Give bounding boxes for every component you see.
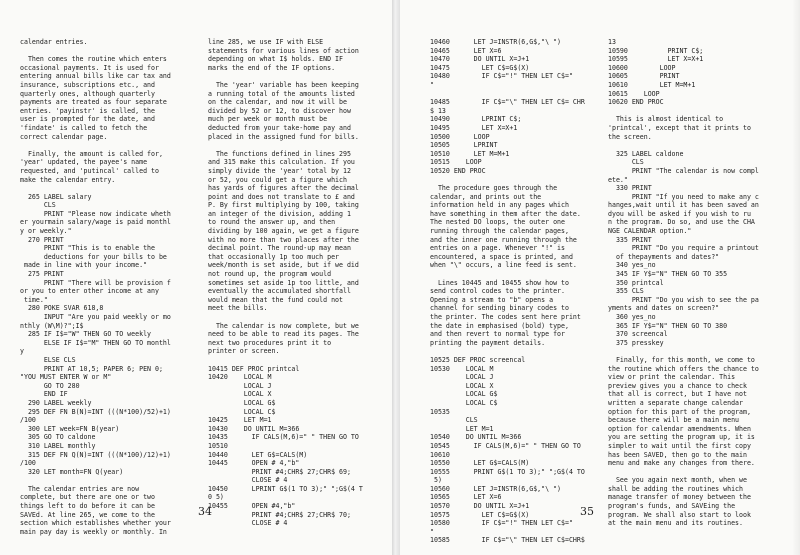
text-line	[208, 141, 386, 150]
text-line: 10515 LOOP	[430, 158, 482, 167]
text-line: line 285, we use IF with ELSE	[208, 38, 324, 46]
text-line: This is almost identical to	[608, 115, 724, 124]
text-line: program. We shall also start to look	[608, 510, 751, 519]
text-line: requested, and 'putincal' called to	[20, 166, 159, 175]
text-line: PRINT AT 10,5; PAPER 6; PEN 0;	[20, 364, 163, 373]
text-line: LET M=1	[430, 424, 494, 433]
text-line: 10585 IF C$="\" THEN LET C$=CHR$	[430, 536, 585, 545]
text-line: n the program. Do so, and use the CHA	[608, 218, 755, 227]
text-line: 10485 IF C$="\" THEN LET C$= CHR	[430, 98, 585, 107]
text-line: Lines 10445 and 10455 show how to	[430, 278, 569, 287]
text-line: 285 IF I$="W" THEN GO TO weekly	[20, 330, 152, 339]
text-line: a running total of the amounts listed	[208, 89, 355, 98]
text-line: preview gives you a chance to check	[608, 381, 747, 390]
text-line: LOCAL G$	[208, 398, 276, 407]
text-line: printer or screen.	[208, 347, 280, 356]
text-line: 10590 PRINT C$;	[608, 46, 704, 55]
text-line: GO TO 280	[20, 381, 80, 390]
text-line: The functions defined in lines 295	[208, 149, 351, 158]
text-line	[20, 141, 202, 150]
text-line: sometimes set aside 1p too little, and	[208, 278, 359, 287]
text-line: 10580 IF C$="!" THEN LET C$="	[430, 519, 573, 528]
text-line: need to be able to read its pages. The	[208, 330, 359, 339]
text-line: The calendar is now complete, but we	[208, 321, 359, 330]
text-line: or you to enter other income at any	[20, 287, 159, 296]
text-line: deducted from your take-home pay and	[208, 123, 351, 132]
text-line: 10490 LPRINT C$;	[430, 115, 522, 124]
text-line: depending on what I$ holds. END IF	[208, 55, 343, 64]
text-line: information held in any pages which	[430, 201, 569, 210]
text-line: CLS	[608, 158, 644, 167]
text-line: that occasionally 1p too much per	[208, 252, 340, 261]
text-line: The 'year' variable has been keeping	[208, 80, 359, 89]
text-line: PRINT "The calendar is now compl	[608, 166, 759, 175]
text-line: occasional payments. It is used for	[20, 63, 159, 72]
text-line: 350 printcal	[608, 278, 664, 287]
text-line: or 52, you could get a figure which	[208, 175, 347, 184]
text-line: 10570 DO UNTIL X=J+1	[430, 502, 530, 511]
text-line: dividing by 100 again, we get a figure	[208, 227, 359, 236]
page-number-left: 34	[198, 505, 212, 518]
text-line: 10425 LET M=1	[208, 416, 272, 425]
text-line: 315 DEF FN Q(N)=INT (((N*100)/12)+1)	[20, 450, 171, 459]
page-number-right: 35	[580, 505, 594, 518]
text-line: 280 POKE SVAR 618,8	[20, 304, 104, 313]
text-line: to round the answer up, and then	[208, 218, 336, 227]
text-line: PRINT "There will be provision f	[20, 278, 171, 287]
text-line: 375 presskey	[608, 338, 664, 347]
text-line: 10435 IF CALS(M,6)=" " THEN GO TO	[208, 433, 359, 442]
text-line: meet the bills.	[208, 304, 268, 313]
text-line: 10540 DO UNTIL M=366	[430, 433, 522, 442]
text-line: PRINT "Do you wish to see the pa	[608, 295, 759, 304]
text-line: PRINT #4;CHR$ 27;CHR$ 69;	[208, 467, 351, 476]
page-edge-shadow	[792, 0, 800, 555]
text-line: 10450 LPRINT G$(1 TO 3);" ";G$(4 T	[208, 484, 363, 493]
text-line: 10560 LET J=INSTR(6,G$,"\ ")	[430, 484, 562, 493]
text-line	[208, 72, 386, 81]
text-line: Finally, for this month, we come to	[608, 355, 755, 364]
text-line: 'year' updated, the payee's name	[20, 158, 148, 167]
text-line: 10475 LET C$=G$(X)	[430, 63, 530, 72]
text-line: ELSE CLS	[20, 355, 76, 364]
text-line: 10420 LOCAL M	[208, 373, 272, 382]
text-line: decimal point. The round-up may mean	[208, 244, 351, 253]
text-line: 10555 PRINT G$(1 TO 3);" ";G$(4 TO	[430, 467, 585, 476]
text-line: 10470 DO UNTIL X=J+1	[430, 55, 530, 64]
right-page-column-2	[608, 38, 788, 528]
text-line: week/month is set aside, but if we did	[208, 261, 359, 270]
text-line: dyou will be asked if you wish to ru	[608, 209, 751, 218]
text-line: entering annual bills like car tax and	[20, 72, 171, 81]
text-line: CLS	[430, 416, 478, 425]
text-line: 0 5)	[208, 493, 224, 502]
text-line: 13	[608, 38, 616, 46]
text-line: 10505 LPRINT	[430, 141, 498, 150]
text-line: ete."	[608, 175, 628, 184]
text-line: and the inner one running through the	[430, 235, 577, 244]
text-line: shall be adding the routines which	[608, 484, 743, 493]
text-line: 325 LABEL caldone	[608, 149, 684, 158]
text-line: marks the end of the IF options.	[208, 63, 336, 72]
text-line: 10495 LET X=X+1	[430, 123, 518, 132]
text-line: menu and make any changes from there.	[608, 459, 755, 468]
text-line: "YOU MUST ENTER W or M"	[20, 373, 112, 382]
text-line: 10610 LET M=M+1	[608, 80, 696, 89]
text-line: 'findate' is called to fetch the	[20, 123, 148, 132]
text-line: ELSE IF I$="M" THEN GO TO monthl	[20, 338, 171, 347]
text-line: eventually the accumulated shortfall	[208, 287, 351, 296]
text-line: has yards of figures after the decimal	[208, 184, 359, 193]
text-line: P. By first multiplying by 100, taking	[208, 201, 359, 210]
text-line: insurance, subscriptions etc., and	[20, 80, 155, 89]
text-line: PRINT "Do you require a printout	[608, 244, 759, 253]
text-line: 10430 DO UNTIL M=366	[208, 424, 300, 433]
left-page	[0, 0, 392, 555]
text-line: Then comes the routine which enters	[20, 55, 167, 64]
text-line: CLOSE # 4	[208, 519, 288, 528]
text-line: /100	[20, 416, 36, 425]
text-line: yments and dates on screen?"	[608, 304, 720, 313]
text-line: LOCAL C$	[430, 398, 498, 407]
text-line: entries on a page. Whenever "!" is	[430, 244, 565, 253]
text-line: point and does not translate to £ and	[208, 192, 355, 201]
text-line: next two procedures print it to	[208, 338, 332, 347]
text-line: not round up, the program would	[208, 270, 332, 279]
text-line: the printer. The codes sent here print	[430, 313, 581, 321]
text-line: simpler to wait until the first copy	[608, 441, 751, 450]
text-line: 10600 LOOP	[608, 63, 676, 72]
text-line: complete, but there are one or two	[20, 493, 155, 502]
text-line: 10595 LET X=X+1	[608, 55, 704, 64]
text-line: placed in the assigned fund for bills.	[208, 132, 359, 141]
text-line: LOCAL J	[430, 373, 494, 382]
text-line: 295 DEF FN B(N)=INT (((N*100)/52)+1)	[20, 407, 171, 416]
text-line: 290 LABEL weekly	[20, 398, 92, 407]
text-line: time."	[20, 295, 48, 304]
text-line: 10620 END PROC	[608, 98, 664, 107]
text-line: PRINT "Please now indicate wheth	[20, 209, 171, 218]
text-line: The nested DO loops, the outer one	[430, 218, 565, 227]
text-line: 305 GO TO caldone	[20, 433, 96, 442]
text-line: the date in emphasised (bold) type,	[430, 321, 569, 330]
text-line: SAVEd. At line 265, we come to the	[20, 510, 155, 519]
text-line: PRINT "If you need to make any c	[608, 192, 759, 201]
text-line: 365 IF Y$="N" THEN GO TO 380	[608, 321, 728, 330]
text-line: have something in them after the date.	[430, 209, 581, 218]
text-line: 'printcal', except that it prints to	[608, 123, 751, 132]
text-line: option for calendar amendments. When	[608, 424, 751, 433]
text-line: END IF	[20, 390, 68, 399]
text-line: LOCAL X	[208, 390, 272, 399]
text-line: 355 CLS	[608, 287, 644, 296]
text-line: 10510	[208, 441, 228, 450]
text-line	[608, 107, 788, 116]
text-line	[608, 141, 788, 150]
text-line: NGE CALENDAR option."	[608, 227, 692, 236]
text-line: LOCAL G$	[430, 390, 498, 399]
text-line: See you again next month, when we	[608, 476, 747, 485]
text-line: payments are treated as four separate	[20, 98, 167, 107]
text-line: LOCAL X	[430, 381, 494, 390]
text-line: program's funds, and SAVEing the	[608, 502, 736, 511]
text-line: The procedure goes through the	[430, 184, 558, 193]
text-line: 10545 IF CALS(M,6)=" " THEN GO TO	[430, 441, 581, 450]
text-line	[430, 347, 605, 356]
text-line: written a separate change calendar	[608, 398, 743, 407]
text-line: view or print the calendar. This	[608, 373, 736, 382]
text-line: calendar, and prints out the	[430, 192, 542, 201]
text-line	[430, 270, 605, 279]
text-line: running through the calendar pages,	[430, 227, 569, 236]
text-line: made in line with your income."	[20, 261, 148, 270]
text-line: calendar entries.	[20, 38, 88, 46]
text-line: 10445 OPEN # 4,"b"	[208, 459, 300, 468]
text-line	[608, 347, 788, 356]
text-line: 10415 DEF PROC printcal	[208, 364, 300, 373]
text-line	[20, 47, 202, 56]
text-line	[20, 476, 202, 485]
text-line: 360 yes_no	[608, 313, 656, 321]
text-line: manage transfer of money between the	[608, 493, 751, 502]
text-line: 10465 LET X=6	[430, 46, 502, 55]
text-line: "	[430, 527, 434, 536]
text-line: 10550 LET G$=CALS(M)	[430, 459, 530, 468]
text-line	[608, 468, 788, 477]
text-line: LOCAL J	[208, 381, 272, 390]
text-line	[208, 356, 386, 365]
text-line: hanges,wait until it has been saved an	[608, 201, 759, 210]
text-line: 10615 LOOP	[608, 89, 660, 98]
text-line	[208, 313, 386, 322]
text-line	[430, 176, 605, 185]
text-line: 10565 LET X=6	[430, 493, 502, 502]
text-line: the routine which offers the chance to	[608, 364, 759, 373]
left-page-column-1	[20, 38, 202, 536]
text-line: quarterly ones, although quarterly	[20, 89, 155, 98]
text-line: entries. 'payinstr' is called, the	[20, 106, 155, 115]
text-line: 330 PRINT	[608, 184, 652, 193]
text-line: 10535	[430, 407, 450, 416]
text-line: when "\" occurs, a line feed is sent.	[430, 261, 577, 270]
text-line: 300 LET week=FN B(year)	[20, 424, 120, 433]
text-line: 10500 LOOP	[430, 132, 490, 141]
text-line: has been SAVED, then go to the main	[608, 450, 747, 459]
text-line: 310 LABEL monthly	[20, 441, 96, 450]
text-line: PRINT #4;CHR$ 27;CHR$ 70;	[208, 510, 351, 519]
text-line: main pay day is weekly or monthly. In	[20, 527, 167, 536]
text-line: LOCAL C$	[208, 407, 276, 416]
text-line: 10610	[430, 450, 450, 459]
text-line: user is prompted for the date, and	[20, 115, 155, 124]
text-line: divided by 52 or 12, to discover how	[208, 106, 351, 115]
text-line: section which establishes whether your	[20, 519, 171, 528]
text-line: 10510 LET M=M+1	[430, 149, 510, 158]
text-line: er yourmain salary/wage is paid monthl	[20, 218, 171, 227]
text-line: CLOSE # 4	[208, 476, 288, 485]
text-line: 340 yes_no	[608, 261, 656, 270]
text-line: 320 LET month=FN Q(year)	[20, 467, 124, 476]
text-line: with no more than two places after the	[208, 235, 359, 244]
text-line: of thepayments and dates?"	[608, 252, 720, 261]
text-line: 10575 LET C$=G$(X)	[430, 510, 530, 519]
text-line: 10530 LOCAL M	[430, 364, 494, 373]
text-line: and 315 make this calculation. If you	[208, 158, 355, 167]
text-line: send control codes to the printer.	[430, 287, 565, 296]
text-line: CLS	[20, 201, 56, 210]
text-line: would mean that the fund could not	[208, 295, 343, 304]
text-line: 265 LABEL salary	[20, 192, 92, 201]
text-line: 5)	[430, 476, 442, 485]
text-line: 10525 DEF PROC screencal	[430, 355, 526, 364]
text-line: PRINT "This is to enable the	[20, 244, 155, 253]
text-line: y	[20, 347, 24, 356]
text-line: The calendar entries are now	[20, 484, 140, 493]
text-line: $ 13	[430, 106, 446, 115]
text-line: 10605 PRINT	[608, 72, 680, 81]
text-line: /100	[20, 459, 36, 468]
text-line: at the main menu and its routines.	[608, 519, 743, 528]
text-line: much per week or month must be	[208, 115, 328, 124]
text-line: 10460 LET J=INSTR(6,G$,"\ ")	[430, 38, 562, 46]
text-line: you are setting the program up, it is	[608, 433, 755, 442]
text-line: simply divide the 'year' total by 12	[208, 166, 351, 175]
text-line: make the calendar entry.	[20, 175, 116, 184]
text-line: "	[430, 80, 434, 89]
text-line: 10480 IF C$="!" THEN LET C$="	[430, 72, 573, 81]
text-line: Opening a stream to "b" opens a	[430, 295, 554, 304]
text-line: y or weekly."	[20, 227, 72, 236]
text-line	[430, 90, 605, 99]
left-page-column-2	[208, 38, 386, 528]
text-line: and then revert to normal type for	[430, 330, 565, 339]
text-line: printing the payment details.	[430, 338, 546, 347]
right-page-column-1	[430, 38, 605, 545]
text-line: 370 screencal	[608, 330, 668, 339]
text-line: 10455 OPEN #4,"b"	[208, 502, 296, 511]
text-line: channel for sending binary codes to	[430, 304, 569, 313]
text-line: 10520 END PROC	[430, 166, 486, 175]
text-line	[20, 184, 202, 193]
text-line: INPUT "Are you paid weekly or mo	[20, 313, 171, 321]
text-line: that all is correct, but I have not	[608, 390, 747, 399]
text-line: 345 IF Y$="N" THEN GO TO 355	[608, 270, 728, 279]
text-line: statements for various lines of action	[208, 46, 359, 55]
text-line: deductions for your bills to be	[20, 252, 167, 261]
text-line: option for this part of the program,	[608, 407, 751, 416]
text-line: correct calendar page.	[20, 132, 108, 141]
text-line: encountered, a space is printed, and	[430, 252, 573, 261]
text-line: Finally, the amount is called for,	[20, 149, 163, 158]
text-line: 335 PRINT	[608, 235, 652, 244]
text-line: 10440 LET G$=CALS(M)	[208, 450, 308, 459]
text-line: nthly (W\M)?";I$	[20, 321, 84, 330]
text-line: things left to do before it can be	[20, 502, 155, 511]
text-line: 275 PRINT	[20, 270, 64, 279]
text-line: on the calendar, and now it will be	[208, 98, 347, 107]
book-gutter	[392, 0, 400, 555]
text-line: the screen.	[608, 132, 652, 141]
text-line: an integer of the division, adding 1	[208, 209, 351, 218]
text-line: 270 PRINT	[20, 235, 64, 244]
text-line: because there will be a main menu	[608, 416, 740, 425]
